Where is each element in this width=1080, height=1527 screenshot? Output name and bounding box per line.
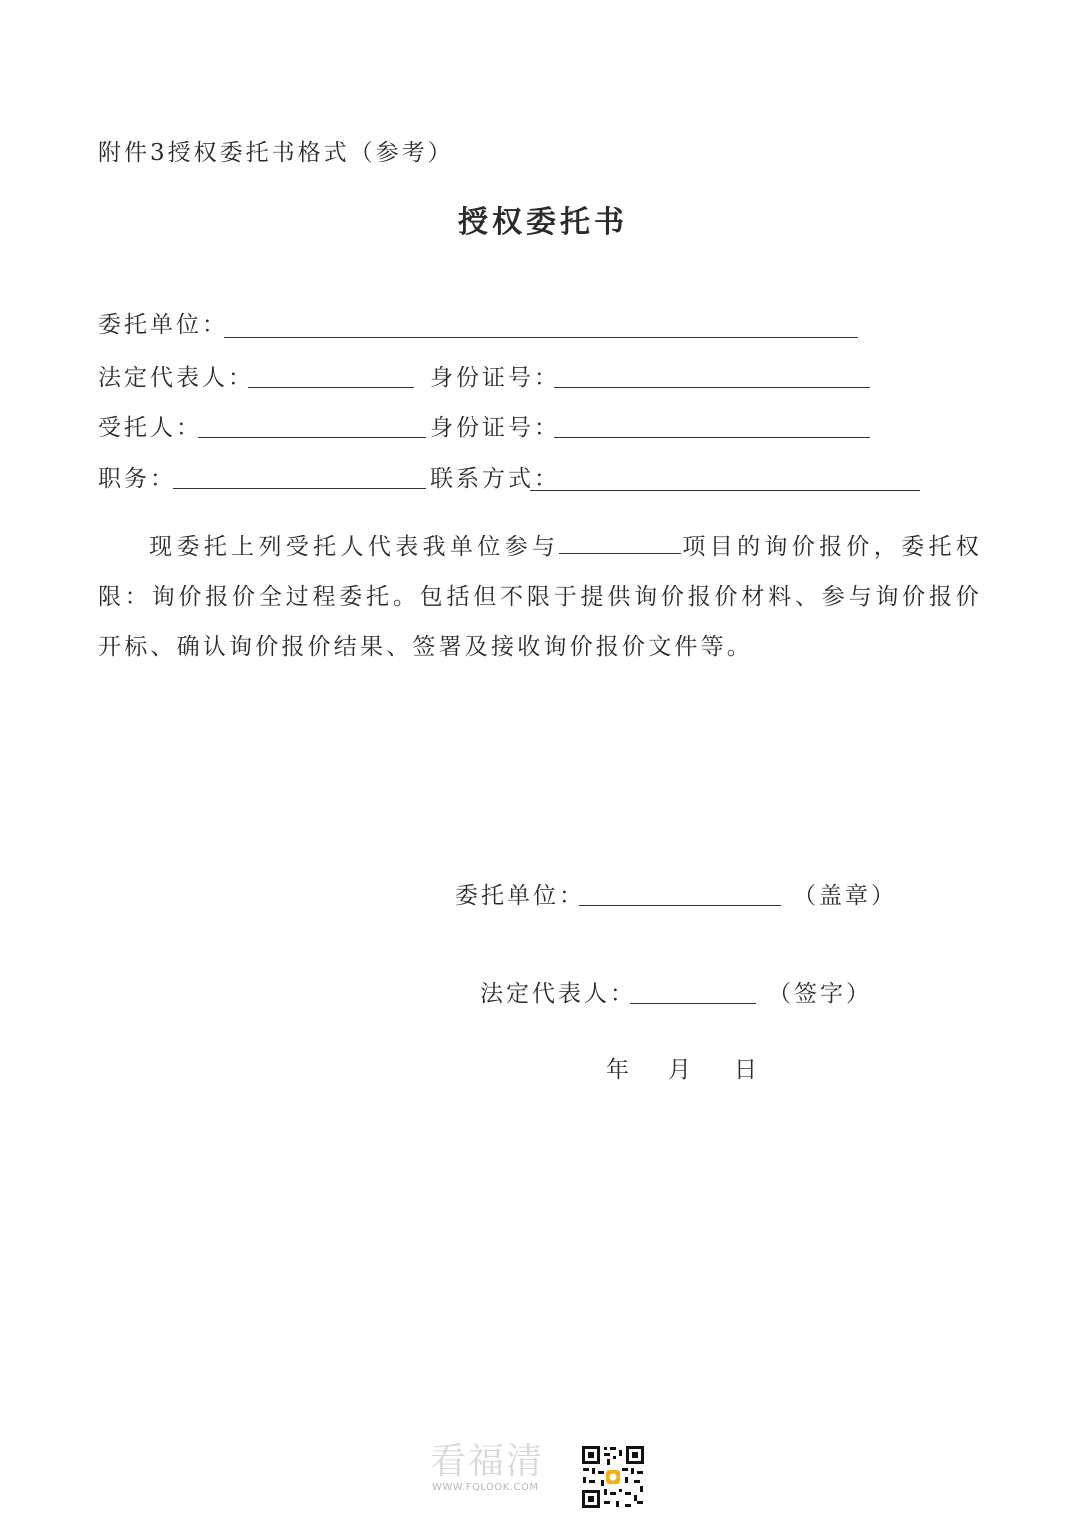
id-number-label-1: 身份证号： [430, 365, 560, 391]
signature-unit-blank [579, 905, 781, 906]
agent-label: 受托人： [98, 415, 202, 441]
signature-rep-blank [630, 1003, 756, 1004]
id-number-blank-2 [554, 437, 870, 438]
attachment-header: 附件3授权委托书格式（参考） [98, 140, 454, 166]
date-day: 日 [734, 1057, 760, 1083]
agent-blank [198, 437, 426, 438]
body-text-before: 现委托上列受托人代表我单位参与 [148, 534, 560, 560]
contact-label: 联系方式： [430, 466, 560, 492]
principal-unit-label: 委托单位： [98, 312, 228, 338]
watermark-url: WWW.FQLOOK.COM [432, 1482, 539, 1493]
body-text-after: 项目的询价报价，委托权限：询价报价全过程委托。包括但不限于提供询价报价材料、参与询价报价开标、确认询价报价结果、签署及接收询价报价文件等。 [98, 534, 982, 660]
legal-rep-blank [248, 387, 414, 388]
page-title: 授权委托书 [458, 205, 628, 240]
legal-rep-label: 法定代表人： [98, 365, 254, 391]
principal-unit-blank [224, 337, 858, 338]
id-number-label-2: 身份证号： [430, 415, 560, 441]
date-year: 年 [606, 1057, 632, 1083]
seal-note: （盖章） [793, 883, 897, 909]
authorization-paragraph [98, 522, 982, 672]
watermark [430, 1442, 544, 1493]
date-month: 月 [668, 1057, 694, 1083]
signature-unit-label: 委托单位： [455, 883, 585, 909]
contact-blank [530, 490, 920, 491]
project-name-blank [559, 531, 681, 554]
signature-rep-label: 法定代表人： [480, 981, 636, 1007]
sign-note: （签字） [768, 981, 872, 1007]
position-blank [173, 488, 426, 489]
position-label: 职务： [98, 466, 176, 492]
qr-code-icon [580, 1444, 646, 1510]
watermark-brand: 看福清 [430, 1441, 545, 1482]
id-number-blank-1 [554, 387, 870, 388]
